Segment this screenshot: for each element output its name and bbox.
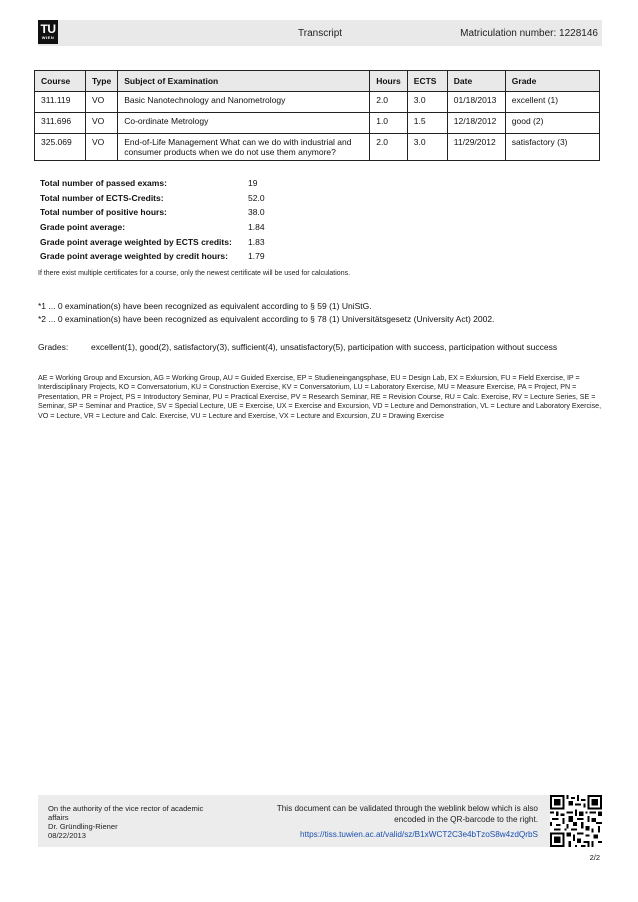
type-cell: VO: [86, 113, 118, 134]
qr-code-icon: [550, 795, 602, 847]
summary-label: Total number of ECTS-Credits:: [40, 192, 164, 203]
grade-cell: good (2): [505, 113, 599, 134]
ects-cell: 1.5: [407, 113, 447, 134]
calculation-note: If there exist multiple certificates for a course, only the newest certificate will be used for calculations.: [38, 270, 351, 277]
column-header: Course: [35, 71, 86, 92]
table-row: [35, 113, 600, 134]
authority-text: On the authority of the vice rector of academic affairs: [48, 804, 204, 822]
logo-text-top: TU: [40, 22, 56, 36]
grades-text: excellent(1), good(2), satisfactory(3), sufficient(4), unsatisfactory(5), participation with success, participation without success: [91, 342, 558, 352]
column-header: Grade: [505, 71, 599, 92]
issue-date: 08/22/2013: [48, 831, 87, 840]
footnotes: [38, 300, 494, 326]
hours-cell: 1.0: [370, 113, 408, 134]
table-row: [35, 92, 600, 113]
date-cell: 01/18/2013: [447, 92, 505, 113]
abbreviations-legend: AE = Working Group and Excursion, AG = Working Group, AU = Guided Exercise, EP = Studieneingangsphase, EU = Design Lab, EX = Exkursion, FU = Field Exercise, IP = Interdisciplinary Projects, KO = Conversatorium, KU = Construction Exercise, KV = Conversatorium, LU = Laboratory Exercise, MU = Measure Exercise, PA = Project, PN = Presentation, PR = Project, PS = Introductory Seminar, PU = Practical Exercise, PV = Research Seminar, RE = Revision Course, RU = Calc. Exercise, RV = Lecture Series, SE = Seminar, SP = Seminar and Practice, SV = Special Lecture, UE = Exercise, UX = Exercise and Excursion, VD = Lecture and Demonstration, VL = Lecture and Laboratory Exercise, VO = Lecture, VR = Lecture and Calc. Exercise, VU = Lecture and Exercise, VX = Lecture and Excursion, ZU = Drawing Exercise: [38, 374, 602, 420]
summary-value: 19: [248, 178, 258, 189]
summary-block: [40, 176, 288, 264]
column-header: Hours: [370, 71, 408, 92]
course-cell: 311.119: [35, 92, 86, 113]
column-header: Type: [86, 71, 118, 92]
validation-block: [248, 803, 538, 840]
date-cell: 12/18/2012: [447, 113, 505, 134]
table-header-row: [35, 71, 600, 92]
summary-row: [40, 220, 288, 235]
document-title: Transcript: [298, 28, 343, 39]
summary-label: Grade point average:: [40, 222, 126, 233]
footnote-1: *1 ... 0 examination(s) have been recognized as equivalent according to § 59 (1) UniStG.: [38, 301, 372, 311]
ects-cell: 3.0: [407, 134, 447, 161]
page-header: [38, 20, 602, 46]
summary-value: 1.83: [248, 236, 265, 247]
ects-cell: 3.0: [407, 92, 447, 113]
subject-cell: End-of-Life Management What can we do with industrial and consumer products when we do not use them anymore?: [118, 134, 370, 161]
grade-cell: satisfactory (3): [505, 134, 599, 161]
logo-text-bottom: WIEN: [41, 35, 55, 40]
table-row: [35, 134, 600, 161]
exam-table: [34, 70, 600, 161]
summary-label: Grade point average weighted by credit hours:: [40, 251, 228, 262]
column-header: ECTS: [407, 71, 447, 92]
subject-cell: Co-ordinate Metrology: [118, 113, 370, 134]
footnote-2: *2 ... 0 examination(s) have been recognized as equivalent according to § 78 (1) Universitätsgesetz (University Act) 2002.: [38, 314, 495, 324]
summary-row: [40, 234, 288, 249]
signatory-name: Dr. Gründling-Riener: [48, 822, 118, 831]
type-cell: VO: [86, 92, 118, 113]
authority-block: [48, 804, 218, 840]
validation-footer: [38, 795, 602, 847]
summary-row: [40, 205, 288, 220]
summary-row: [40, 176, 288, 191]
date-cell: 11/29/2012: [447, 134, 505, 161]
summary-value: 1.79: [248, 251, 265, 262]
validation-link[interactable]: https://tiss.tuwien.ac.at/valid/sz/B1xWCT2C3e4bTzoS8w4zdQrbS: [300, 830, 538, 839]
summary-label: Total number of positive hours:: [40, 207, 167, 218]
type-cell: VO: [86, 134, 118, 161]
column-header: Date: [447, 71, 505, 92]
summary-row: [40, 249, 288, 264]
course-cell: 325.069: [35, 134, 86, 161]
validation-text: This document can be validated through the weblink below which is also encoded in the QR-barcode to the right.: [276, 804, 538, 824]
summary-label: Grade point average weighted by ECTS credits:: [40, 236, 232, 247]
summary-row: [40, 191, 288, 206]
summary-value: 38.0: [248, 207, 265, 218]
grades-legend: [38, 342, 557, 352]
tu-wien-logo: [38, 20, 58, 44]
hours-cell: 2.0: [370, 134, 408, 161]
summary-label: Total number of passed exams:: [40, 178, 167, 189]
grades-label: Grades:: [38, 342, 69, 352]
summary-value: 52.0: [248, 192, 265, 203]
page-number: 2/2: [589, 853, 600, 862]
column-header: Subject of Examination: [118, 71, 370, 92]
summary-value: 1.84: [248, 222, 265, 233]
hours-cell: 2.0: [370, 92, 408, 113]
subject-cell: Basic Nanotechnology and Nanometrology: [118, 92, 370, 113]
grade-cell: excellent (1): [505, 92, 599, 113]
course-cell: 311.696: [35, 113, 86, 134]
matriculation-number: Matriculation number: 1228146: [460, 28, 598, 39]
